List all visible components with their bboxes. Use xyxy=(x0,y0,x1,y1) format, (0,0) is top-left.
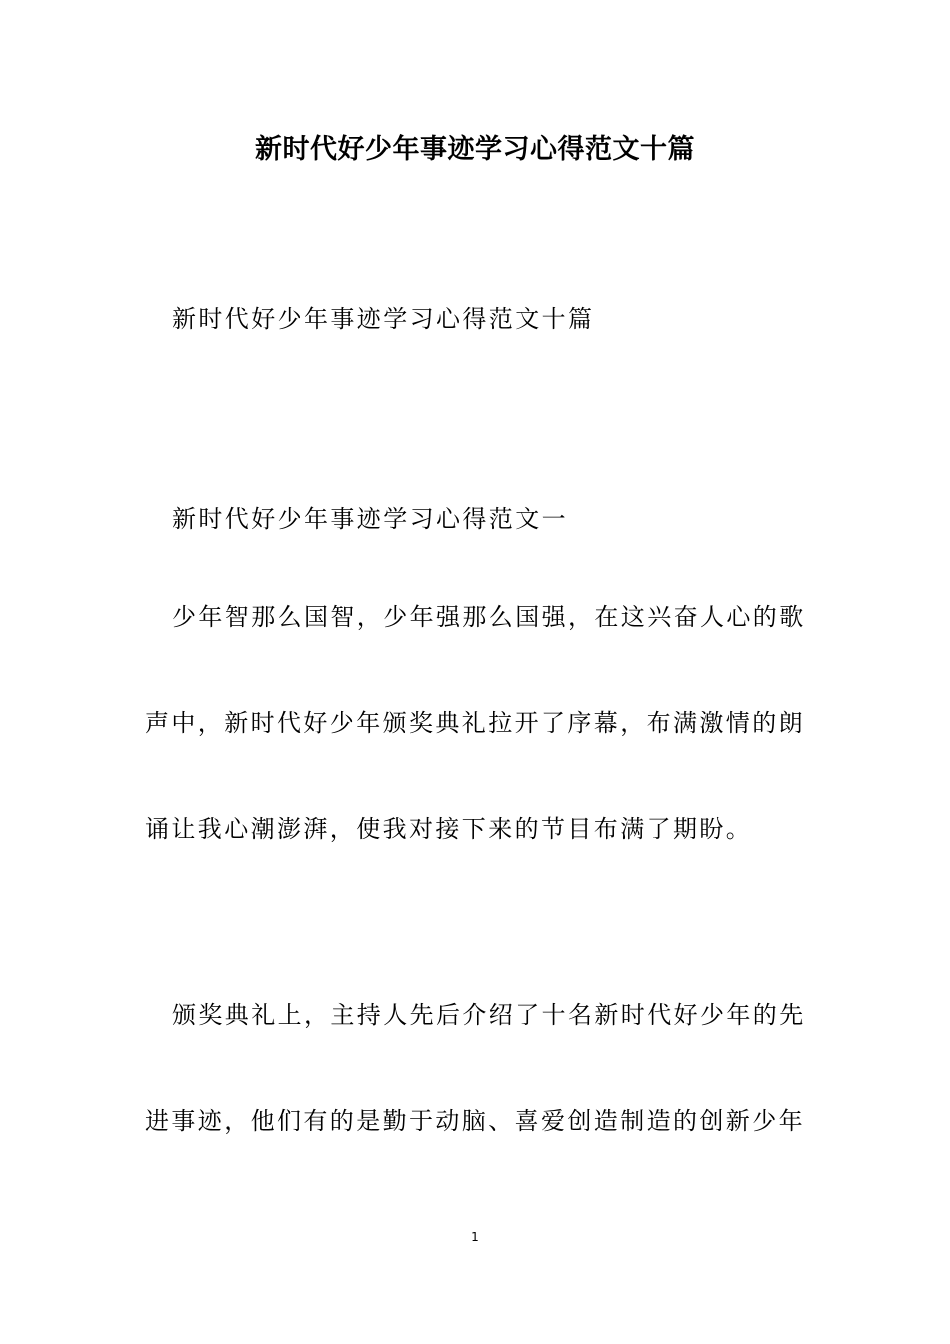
paragraph-line: 颁奖典礼上，主持人先后介绍了十名新时代好少年的先 xyxy=(172,1001,806,1029)
paragraph-line: 少年智那么国智，少年强那么国强，在这兴奋人心的歌 xyxy=(172,603,806,631)
section-heading-text: 新时代好少年事迹学习心得范文一 xyxy=(172,505,568,533)
document-title: 新时代好少年事迹学习心得范文十篇 xyxy=(255,134,695,165)
body-paragraph-2 xyxy=(145,999,810,1211)
subtitle-paragraph xyxy=(145,303,837,335)
section-heading xyxy=(145,503,837,535)
subtitle-text: 新时代好少年事迹学习心得范文十篇 xyxy=(172,305,595,333)
paragraph-line: 声中，新时代好少年颁奖典礼拉开了序幕，布满激情的朗 xyxy=(145,709,805,737)
paragraph-line: 进事迹，他们有的是勤于动脑、喜爱创造制造的创新少年 xyxy=(145,1107,805,1135)
page-number: 1 xyxy=(471,1230,479,1244)
paragraph-line: 诵让我心潮澎湃，使我对接下来的节目布满了期盼。 xyxy=(145,815,753,843)
body-paragraph-1 xyxy=(145,601,810,919)
